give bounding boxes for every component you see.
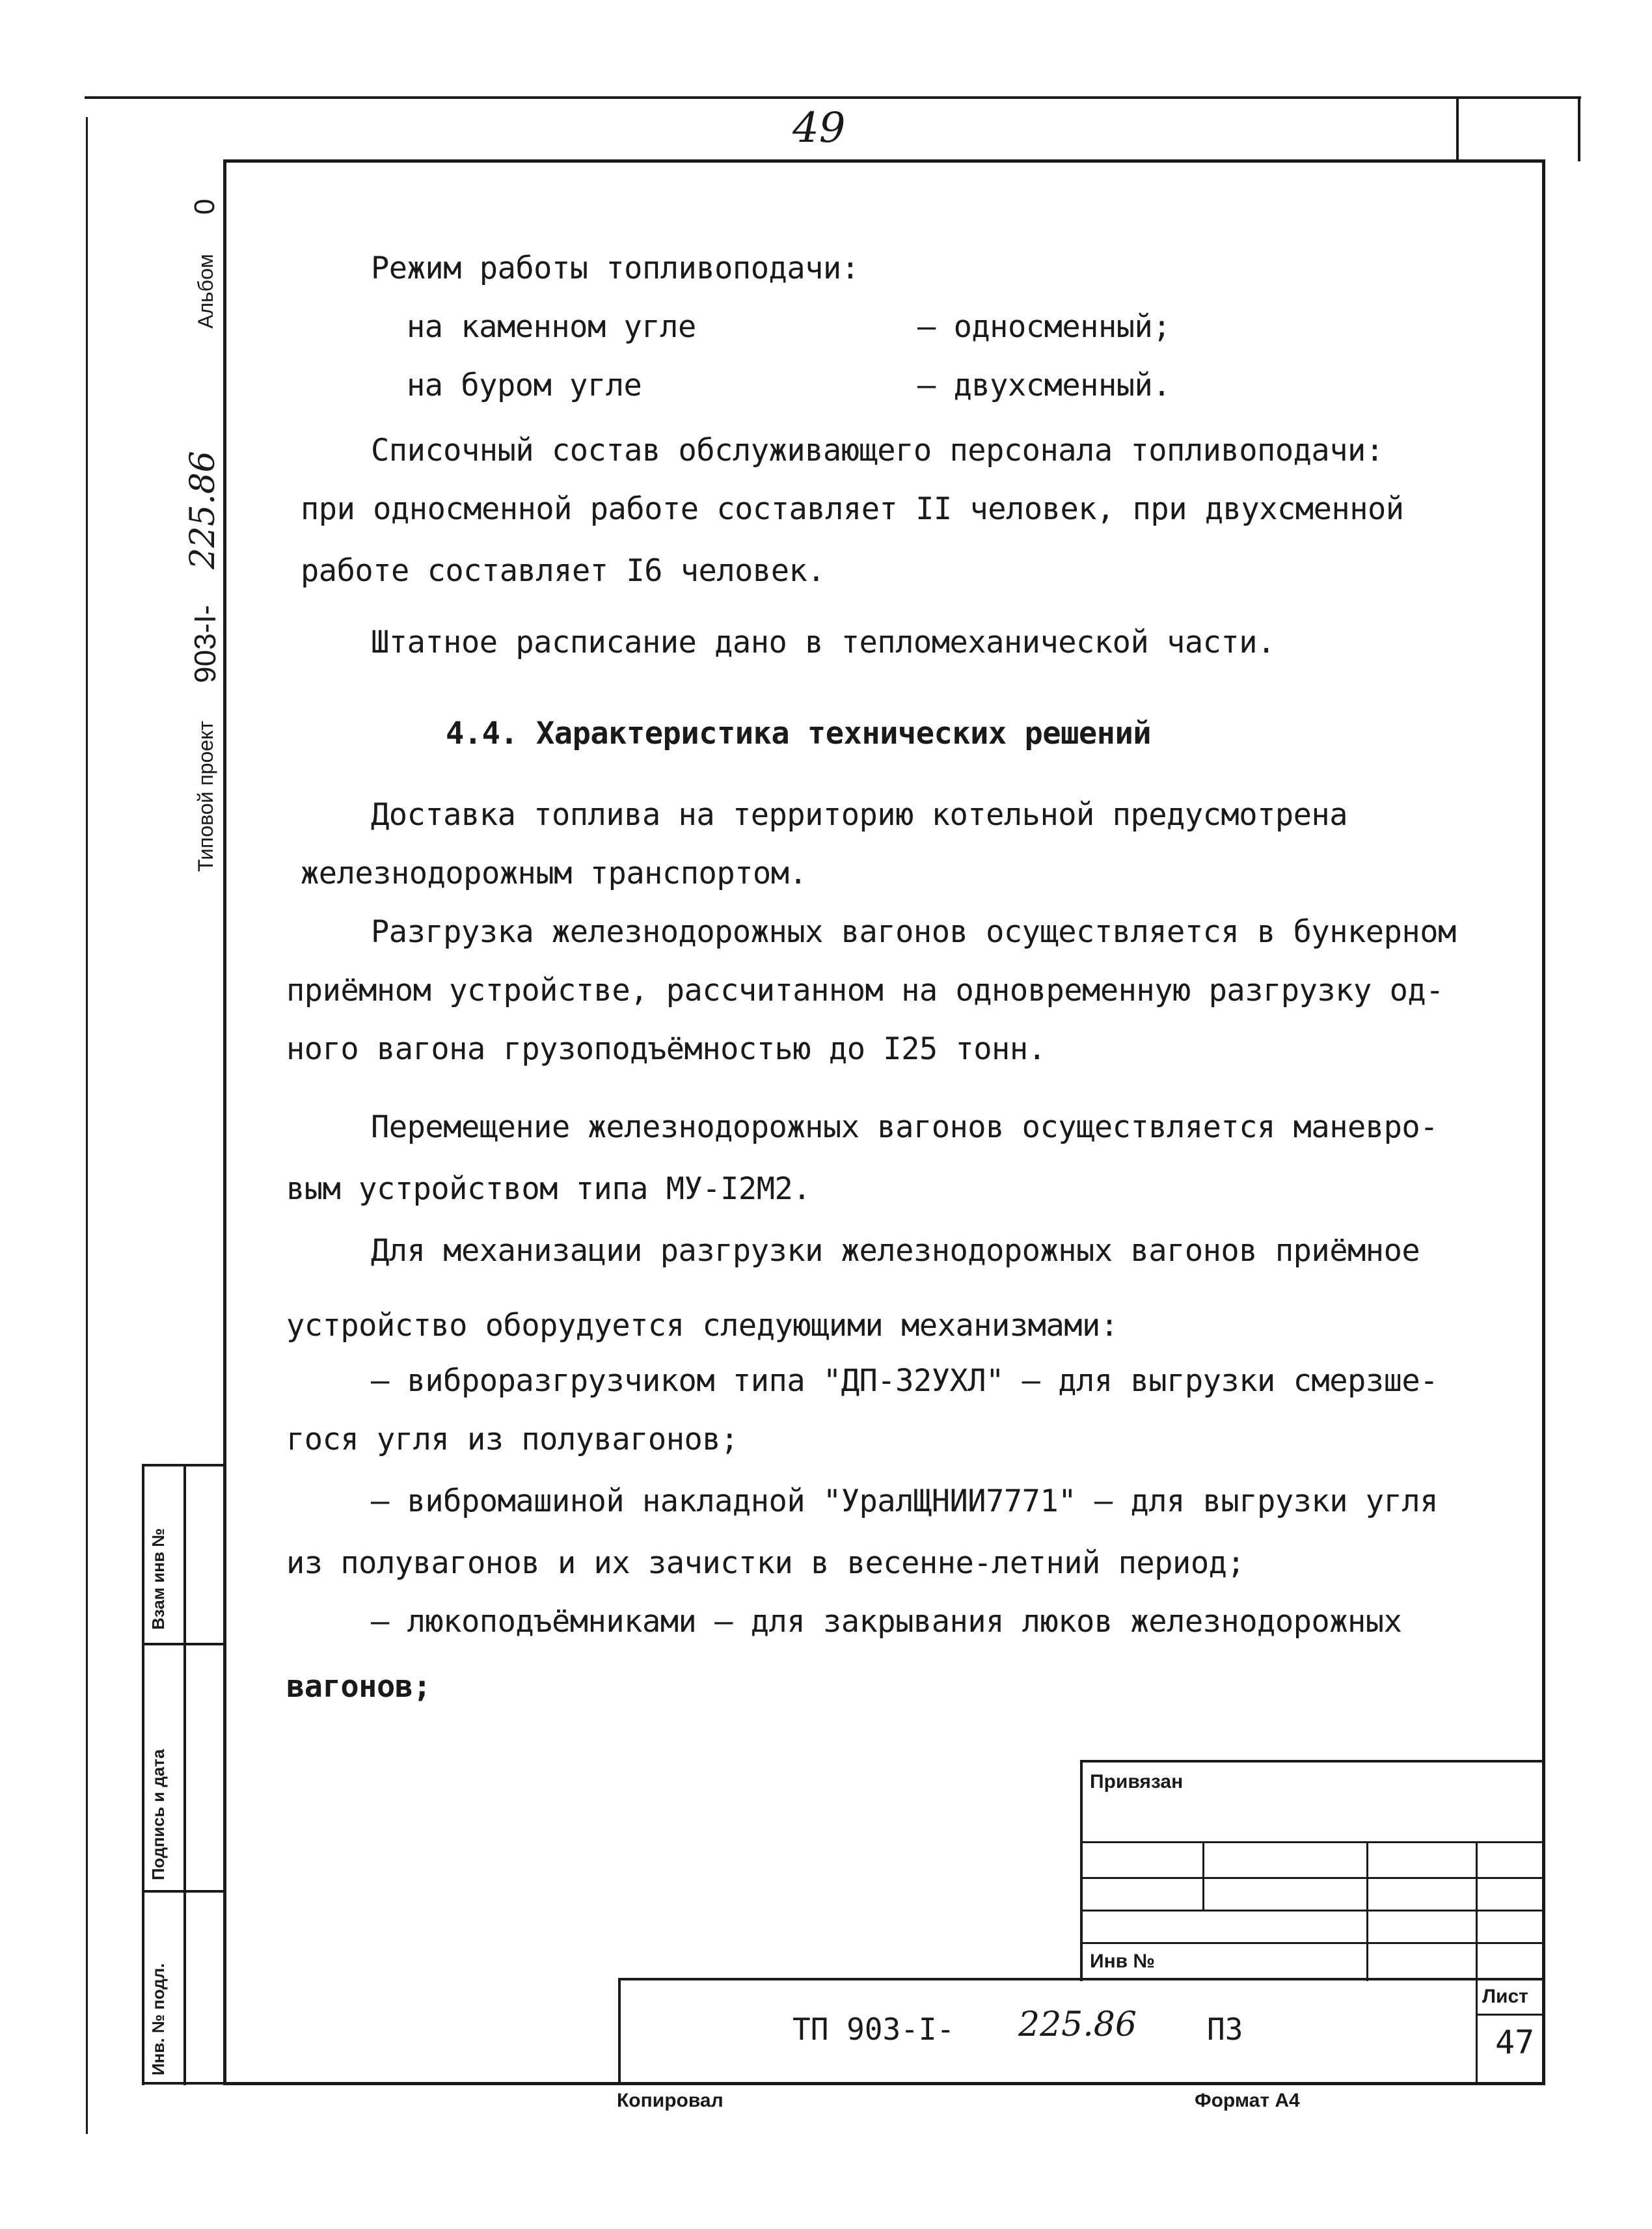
margin-stamp-div2 [142, 1890, 225, 1893]
inner-frame-left [223, 159, 226, 2085]
section-heading: 4.4. Характеристика технических решений [446, 716, 1152, 751]
body-line-4: Списочный состав обслуживающего персонала топливоподачи: [371, 433, 1384, 468]
body-line-2b: – односменный; [917, 309, 1171, 345]
stamp-col-2 [1366, 1841, 1368, 1981]
margin-stamp-col-left [142, 1464, 144, 2085]
project-code-handwritten: 225.86 [183, 451, 223, 569]
list-box-left [1476, 1978, 1478, 2085]
doc-code-handwritten: 225.86 [1018, 2005, 1137, 2044]
body-line-13: Перемещение железнодорожных вагонов осуществляется маневро- [371, 1109, 1438, 1145]
stamp-privyazan-left [1080, 1760, 1083, 1981]
body-line-1: Режим работы топливоподачи: [371, 250, 860, 286]
inner-frame-top [224, 159, 1545, 163]
margin-stamp-top [142, 1464, 225, 1466]
body-line-15: Для механизации разгрузки железнодорожных вагонов приёмное [371, 1233, 1420, 1269]
body-line-21: – люкоподъёмниками – для закрывания люков железнодорожных [371, 1604, 1402, 1640]
project-code: 903-I- [188, 604, 222, 683]
corner-box-right [1578, 96, 1580, 161]
album-value: 0 [189, 198, 221, 215]
margin-stamp-bottom [142, 2082, 225, 2085]
vzam-inv-label: Взам инв № [148, 1528, 168, 1630]
doc-strip-left [618, 1978, 621, 2085]
doc-code: ТП 903-I- [792, 2012, 955, 2047]
podpis-data-label: Подпись и дата [148, 1749, 168, 1880]
corner-box-left [1456, 96, 1459, 161]
copied-label: Копировал [617, 2090, 724, 2111]
inner-frame-bottom [223, 2082, 1545, 2085]
body-line-19: – вибромашиной накладной "УралЩНИИ7771" – для выгрузки угля [371, 1483, 1438, 1519]
doc-strip-top [618, 1978, 1545, 1980]
body-line-2a: на каменном угле [407, 309, 696, 345]
list-box-mid [1476, 2014, 1545, 2016]
format-label: Формат А4 [1195, 2090, 1300, 2111]
handwritten-page-number: 49 [792, 104, 846, 152]
body-line-18: гося угля из полувагонов; [286, 1422, 738, 1457]
body-line-22: вагонов; [286, 1669, 431, 1705]
body-line-5: при односменной работе составляет II человек, при двухсменной [301, 491, 1404, 527]
inv-podl-label: Инв. № подл. [148, 1963, 168, 2075]
body-line-11: приёмном устройстве, рассчитанном на одновременную разгрузку од- [286, 973, 1444, 1008]
body-line-3a: на буром угле [407, 368, 642, 403]
body-line-17: – виброразгрузчиком типа "ДП-32УХЛ" – для выгрузки смерзше- [371, 1363, 1438, 1399]
privyazan-label: Привязан [1090, 1771, 1184, 1792]
inner-frame-right [1542, 159, 1545, 2085]
body-line-10: Разгрузка железнодорожных вагонов осуществляется в бункерном [371, 914, 1456, 950]
body-line-3b: – двухсменный. [917, 368, 1171, 403]
list-number: 47 [1495, 2023, 1535, 2061]
body-line-6: работе составляет I6 человек. [301, 553, 826, 589]
body-line-7: Штатное расписание дано в тепломеханической части. [371, 625, 1275, 660]
inv-no-label: Инв № [1090, 1951, 1155, 1972]
stamp-privyazan-top [1080, 1760, 1545, 1763]
body-line-9: железнодорожным транспортом. [301, 856, 807, 891]
stamp-col-1 [1202, 1841, 1204, 1910]
list-label: Лист [1482, 1986, 1528, 2007]
project-label: Типовой проект [194, 720, 217, 872]
doc-type: ПЗ [1207, 2012, 1243, 2047]
album-label: Альбом [194, 254, 217, 329]
outer-left-rule [86, 117, 88, 2134]
body-line-12: ного вагона грузоподъёмностью до I25 тонн. [286, 1031, 1046, 1067]
body-line-20: из полувагонов и их зачистки в весенне-летний период; [286, 1545, 1245, 1581]
margin-stamp-col-mid [183, 1464, 186, 2085]
body-line-8: Доставка топлива на территорию котельной предусмотрена [371, 797, 1348, 833]
body-line-14: вым устройством типа МУ-I2М2. [286, 1171, 811, 1207]
top-rule [85, 96, 1581, 99]
body-line-16: устройство оборудуется следующими механизмами: [286, 1308, 1118, 1344]
margin-stamp-div1 [142, 1643, 225, 1645]
stamp-col-3 [1476, 1841, 1478, 1981]
